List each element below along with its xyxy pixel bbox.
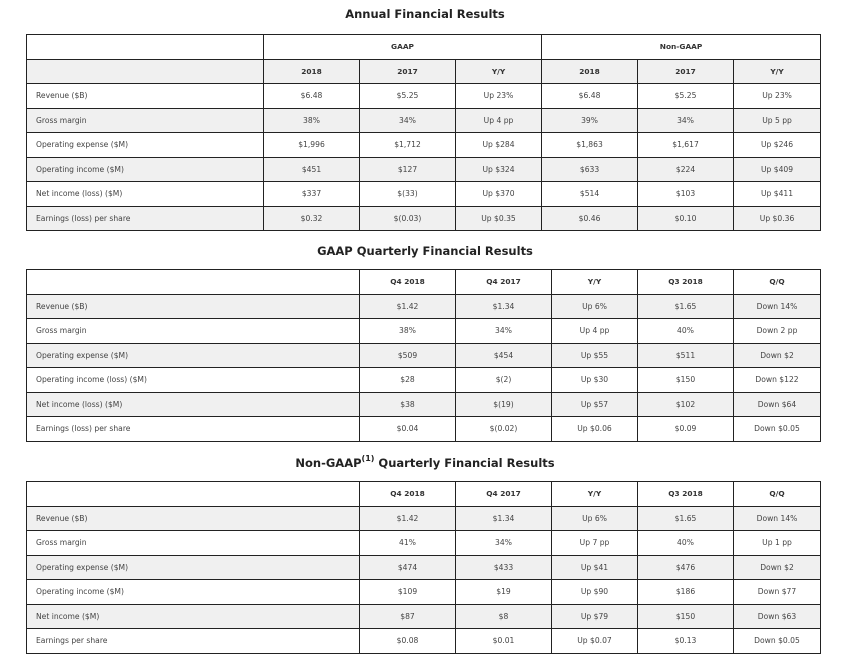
cell-value: $87 xyxy=(360,604,456,629)
cell-value: $5.25 xyxy=(360,84,456,109)
cell-value: Down 2 pp xyxy=(734,319,821,344)
table-row xyxy=(27,294,821,319)
row-label: Net income (loss) ($M) xyxy=(27,182,264,207)
cell-value: Up 5 pp xyxy=(734,108,821,133)
group-header-gaap: GAAP xyxy=(264,35,542,60)
cell-value: $1,863 xyxy=(542,133,638,158)
cell-value: $150 xyxy=(638,604,734,629)
cell-value: $0.13 xyxy=(638,629,734,654)
footnote-marker: (1) xyxy=(361,454,375,463)
cell-value: $454 xyxy=(456,343,552,368)
cell-value: Down $63 xyxy=(734,604,821,629)
title-suffix: Quarterly Financial Results xyxy=(374,455,555,470)
cell-value: $0.10 xyxy=(638,206,734,231)
cell-value: $1.34 xyxy=(456,294,552,319)
gaap-quarterly-table xyxy=(26,269,821,442)
empty-header-cell xyxy=(27,35,264,60)
cell-value: $8 xyxy=(456,604,552,629)
cell-value: 41% xyxy=(360,531,456,556)
cell-value: Up $409 xyxy=(734,157,821,182)
column-header: 2018 xyxy=(264,59,360,84)
cell-value: Up $411 xyxy=(734,182,821,207)
cell-value: 39% xyxy=(542,108,638,133)
cell-value: $476 xyxy=(638,555,734,580)
cell-value: $5.25 xyxy=(638,84,734,109)
empty-header-cell xyxy=(27,270,360,295)
cell-value: $102 xyxy=(638,392,734,417)
cell-value: Down $64 xyxy=(734,392,821,417)
nongaap-quarterly-table xyxy=(26,481,821,654)
table-row xyxy=(27,629,821,654)
empty-header-cell xyxy=(27,482,360,507)
cell-value: Down $0.05 xyxy=(734,629,821,654)
table-row xyxy=(27,506,821,531)
column-header: Q3 2018 xyxy=(638,482,734,507)
column-header: Q/Q xyxy=(734,270,821,295)
cell-value: 34% xyxy=(456,319,552,344)
table-row xyxy=(27,368,821,393)
row-label: Operating expense ($M) xyxy=(27,343,360,368)
cell-value: Up $0.07 xyxy=(552,629,638,654)
cell-value: Up $284 xyxy=(456,133,542,158)
annual-results-title: Annual Financial Results xyxy=(345,7,505,21)
cell-value: Up 7 pp xyxy=(552,531,638,556)
cell-value: Up $90 xyxy=(552,580,638,605)
row-label: Operating income ($M) xyxy=(27,580,360,605)
cell-value: $0.32 xyxy=(264,206,360,231)
cell-value: $127 xyxy=(360,157,456,182)
cell-value: $38 xyxy=(360,392,456,417)
cell-value: $633 xyxy=(542,157,638,182)
cell-value: $514 xyxy=(542,182,638,207)
cell-value: 38% xyxy=(360,319,456,344)
column-header: Y/Y xyxy=(734,59,821,84)
annual-results-table xyxy=(26,34,821,231)
column-header: 2017 xyxy=(360,59,456,84)
cell-value: Up 23% xyxy=(734,84,821,109)
cell-value: $0.01 xyxy=(456,629,552,654)
cell-value: $150 xyxy=(638,368,734,393)
column-header: Q3 2018 xyxy=(638,270,734,295)
gaap-quarterly-title: GAAP Quarterly Financial Results xyxy=(317,244,533,258)
cell-value: $0.04 xyxy=(360,417,456,442)
table-row xyxy=(27,392,821,417)
cell-value: $1.42 xyxy=(360,506,456,531)
column-header: Q4 2017 xyxy=(456,270,552,295)
table-row xyxy=(27,343,821,368)
cell-value: $19 xyxy=(456,580,552,605)
cell-value: $511 xyxy=(638,343,734,368)
cell-value: Up $370 xyxy=(456,182,542,207)
table-row xyxy=(27,108,821,133)
cell-value: Up $79 xyxy=(552,604,638,629)
group-header-non-gaap: Non-GAAP xyxy=(542,35,821,60)
cell-value: Up 1 pp xyxy=(734,531,821,556)
column-header-row xyxy=(27,482,821,507)
column-header: Y/Y xyxy=(552,482,638,507)
cell-value: Up 4 pp xyxy=(552,319,638,344)
column-header: Q/Q xyxy=(734,482,821,507)
row-label: Operating income ($M) xyxy=(27,157,264,182)
row-label: Net income ($M) xyxy=(27,604,360,629)
column-header: Q4 2018 xyxy=(360,482,456,507)
row-label: Earnings (loss) per share xyxy=(27,206,264,231)
row-label: Gross margin xyxy=(27,319,360,344)
cell-value: $0.46 xyxy=(542,206,638,231)
table-row xyxy=(27,580,821,605)
cell-value: 38% xyxy=(264,108,360,133)
cell-value: $0.09 xyxy=(638,417,734,442)
cell-value: $28 xyxy=(360,368,456,393)
nongaap-quarterly-title xyxy=(0,455,850,470)
cell-value: Up 23% xyxy=(456,84,542,109)
row-label: Earnings per share xyxy=(27,629,360,654)
cell-value: $103 xyxy=(638,182,734,207)
table-row xyxy=(27,604,821,629)
cell-value: Down 14% xyxy=(734,294,821,319)
table-row xyxy=(27,133,821,158)
row-label: Net income (loss) ($M) xyxy=(27,392,360,417)
column-header-row xyxy=(27,59,821,84)
cell-value: Up $0.36 xyxy=(734,206,821,231)
cell-value: $0.08 xyxy=(360,629,456,654)
cell-value: Up $324 xyxy=(456,157,542,182)
column-header: Q4 2018 xyxy=(360,270,456,295)
cell-value: Up 4 pp xyxy=(456,108,542,133)
row-label: Gross margin xyxy=(27,531,360,556)
cell-value: Up $0.35 xyxy=(456,206,542,231)
row-label: Operating expense ($M) xyxy=(27,555,360,580)
row-label: Revenue ($B) xyxy=(27,84,264,109)
cell-value: $1,996 xyxy=(264,133,360,158)
column-header: 2017 xyxy=(638,59,734,84)
column-header: Y/Y xyxy=(456,59,542,84)
title-prefix: Non-GAAP xyxy=(295,455,362,470)
row-label: Revenue ($B) xyxy=(27,506,360,531)
cell-value: $6.48 xyxy=(542,84,638,109)
cell-value: Down $122 xyxy=(734,368,821,393)
cell-value: $337 xyxy=(264,182,360,207)
cell-value: 40% xyxy=(638,319,734,344)
cell-value: Down $77 xyxy=(734,580,821,605)
cell-value: Down $0.05 xyxy=(734,417,821,442)
cell-value: $1.42 xyxy=(360,294,456,319)
cell-value: $433 xyxy=(456,555,552,580)
cell-value: Up 6% xyxy=(552,294,638,319)
cell-value: $109 xyxy=(360,580,456,605)
cell-value: 34% xyxy=(360,108,456,133)
group-header-row xyxy=(27,35,821,60)
cell-value: 40% xyxy=(638,531,734,556)
cell-value: $1,712 xyxy=(360,133,456,158)
cell-value: Up $41 xyxy=(552,555,638,580)
column-header: 2018 xyxy=(542,59,638,84)
cell-value: $(2) xyxy=(456,368,552,393)
cell-value: $(0.03) xyxy=(360,206,456,231)
row-label: Gross margin xyxy=(27,108,264,133)
cell-value: Up $30 xyxy=(552,368,638,393)
cell-value: $1.65 xyxy=(638,506,734,531)
cell-value: $224 xyxy=(638,157,734,182)
cell-value: $451 xyxy=(264,157,360,182)
cell-value: Up 6% xyxy=(552,506,638,531)
cell-value: $(0.02) xyxy=(456,417,552,442)
cell-value: $1.34 xyxy=(456,506,552,531)
cell-value: 34% xyxy=(456,531,552,556)
table-row xyxy=(27,319,821,344)
table-row xyxy=(27,531,821,556)
row-label: Revenue ($B) xyxy=(27,294,360,319)
cell-value: Down $2 xyxy=(734,343,821,368)
cell-value: $474 xyxy=(360,555,456,580)
cell-value: Down 14% xyxy=(734,506,821,531)
cell-value: $(33) xyxy=(360,182,456,207)
row-label: Earnings (loss) per share xyxy=(27,417,360,442)
table-row xyxy=(27,555,821,580)
table-row xyxy=(27,182,821,207)
row-label: Operating income (loss) ($M) xyxy=(27,368,360,393)
cell-value: Up $55 xyxy=(552,343,638,368)
cell-value: $1.65 xyxy=(638,294,734,319)
column-header: Y/Y xyxy=(552,270,638,295)
table-row xyxy=(27,84,821,109)
row-label: Operating expense ($M) xyxy=(27,133,264,158)
cell-value: Up $57 xyxy=(552,392,638,417)
table-row xyxy=(27,417,821,442)
cell-value: $509 xyxy=(360,343,456,368)
cell-value: $(19) xyxy=(456,392,552,417)
cell-value: $6.48 xyxy=(264,84,360,109)
cell-value: Down $2 xyxy=(734,555,821,580)
cell-value: Up $246 xyxy=(734,133,821,158)
column-header: Q4 2017 xyxy=(456,482,552,507)
table-row xyxy=(27,157,821,182)
cell-value: $1,617 xyxy=(638,133,734,158)
cell-value: Up $0.06 xyxy=(552,417,638,442)
column-header-row xyxy=(27,270,821,295)
cell-value: $186 xyxy=(638,580,734,605)
cell-value: 34% xyxy=(638,108,734,133)
table-row xyxy=(27,206,821,231)
empty-header-cell xyxy=(27,59,264,84)
